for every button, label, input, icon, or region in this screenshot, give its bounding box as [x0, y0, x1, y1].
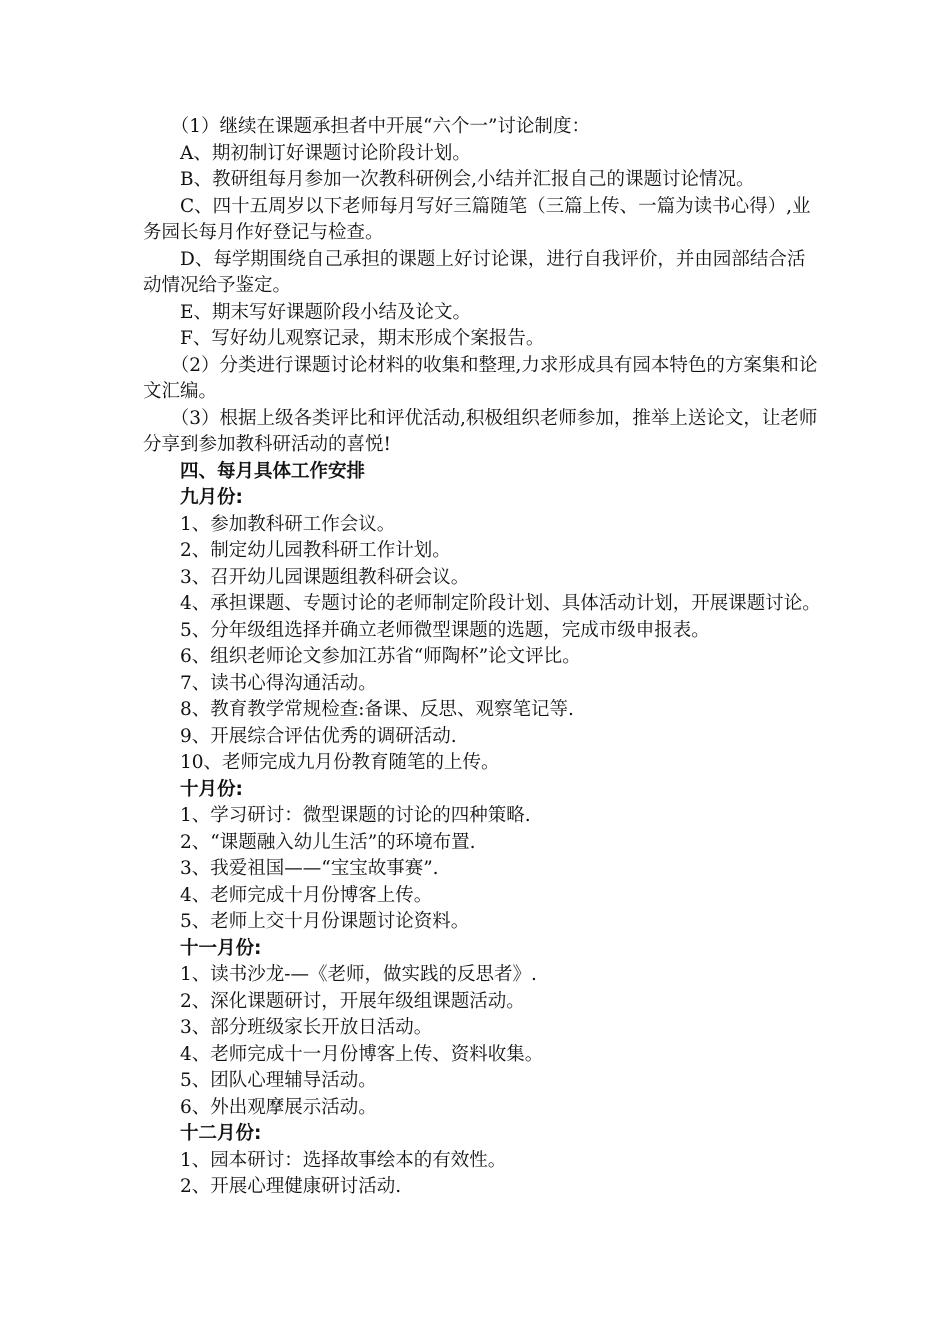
month-heading-september: 九月份: [180, 487, 243, 508]
paragraph: （3）根据上级各类评比和评优活动,积极组织老师参加，推举上送论文，让老师分享到参加教科研活动的喜悦! [143, 407, 818, 455]
list-item: F、写好幼儿观察记录，期末形成个案报告。 [180, 328, 545, 349]
list-item: 2、开展心理健康研讨活动. [180, 1176, 402, 1197]
list-item: 3、召开幼儿园课题组教科研会议。 [180, 566, 470, 588]
list-item: 2、深化课题研讨，开展年级组课题活动。 [180, 990, 525, 1012]
list-item: D、每学期围绕自己承担的课题上好讨论课，进行自我评价，并由园部结合活动情况给予鉴定。 [143, 248, 806, 296]
list-item: A、期初制订好课题讨论阶段计划。 [180, 142, 471, 164]
list-item: 9、开展综合评估优秀的调研活动. [180, 725, 457, 747]
list-item: 4、老师完成十一月份博客上传、资料收集。 [180, 1043, 544, 1065]
list-item: 4、老师完成十月份博客上传。 [180, 884, 433, 906]
section-heading: 四、每月具体工作安排 [180, 460, 366, 482]
list-item: 2、制定幼儿园教科研工作计划。 [180, 540, 451, 561]
paragraph: （2）分类进行课题讨论材料的收集和整理,力求形成具有园本特色的方案集和论文汇编。 [143, 354, 818, 402]
list-item: 1、园本研讨：选择故事绘本的有效性。 [180, 1149, 507, 1171]
list-item: 5、老师上交十月份课题讨论资料。 [180, 911, 470, 932]
list-item: 3、我爱祖国——“宝宝故事赛”. [180, 858, 439, 879]
list-item: 2、“课题融入幼儿生活”的环境布置. [180, 831, 476, 853]
list-item: E、期末写好课题阶段小结及论文。 [180, 301, 472, 323]
month-heading-december: 十二月份: [180, 1123, 262, 1144]
list-item: 5、团队心理辅导活动。 [180, 1070, 377, 1091]
list-item: 4、承担课题、专题讨论的老师制定阶段计划、具体活动计划，开展课题讨论。 [180, 593, 821, 614]
paragraph: （1）继续在课题承担者中开展“六个一”讨论制度： [170, 116, 590, 137]
list-item: 8、教育教学常规检查:备课、反思、观察笔记等. [180, 699, 574, 720]
list-item: 3、部分班级家长开放日活动。 [180, 1017, 433, 1038]
list-item: 6、外出观摩展示活动。 [180, 1096, 377, 1118]
list-item: 5、分年级组选择并确立老师微型课题的选题，完成市级申报表。 [180, 619, 710, 641]
month-heading-october: 十月份: [180, 778, 243, 800]
list-item: 7、读书心得沟通活动。 [180, 672, 377, 694]
month-heading-november: 十一月份: [180, 937, 262, 959]
list-item: 10、老师完成九月份教育随笔的上传。 [180, 752, 500, 773]
list-item: 1、参加教科研工作会议。 [180, 513, 396, 535]
list-item: 1、学习研讨：微型课题的讨论的四种策略. [180, 805, 531, 826]
document-page [143, 114, 823, 1201]
list-item: 1、读书沙龙-—《老师，做实践的反思者》. [180, 964, 537, 985]
list-item: C、四十五周岁以下老师每月写好三篇随笔（三篇上传、一篇为读书心得）,业务园长每月作好登记与检查。 [143, 195, 811, 243]
list-item: B、教研组每月参加一次教科研例会,小结并汇报自己的课题讨论情况。 [180, 169, 755, 190]
list-item: 6、组织老师论文参加江苏省“师陶杯”论文评比。 [180, 646, 581, 667]
